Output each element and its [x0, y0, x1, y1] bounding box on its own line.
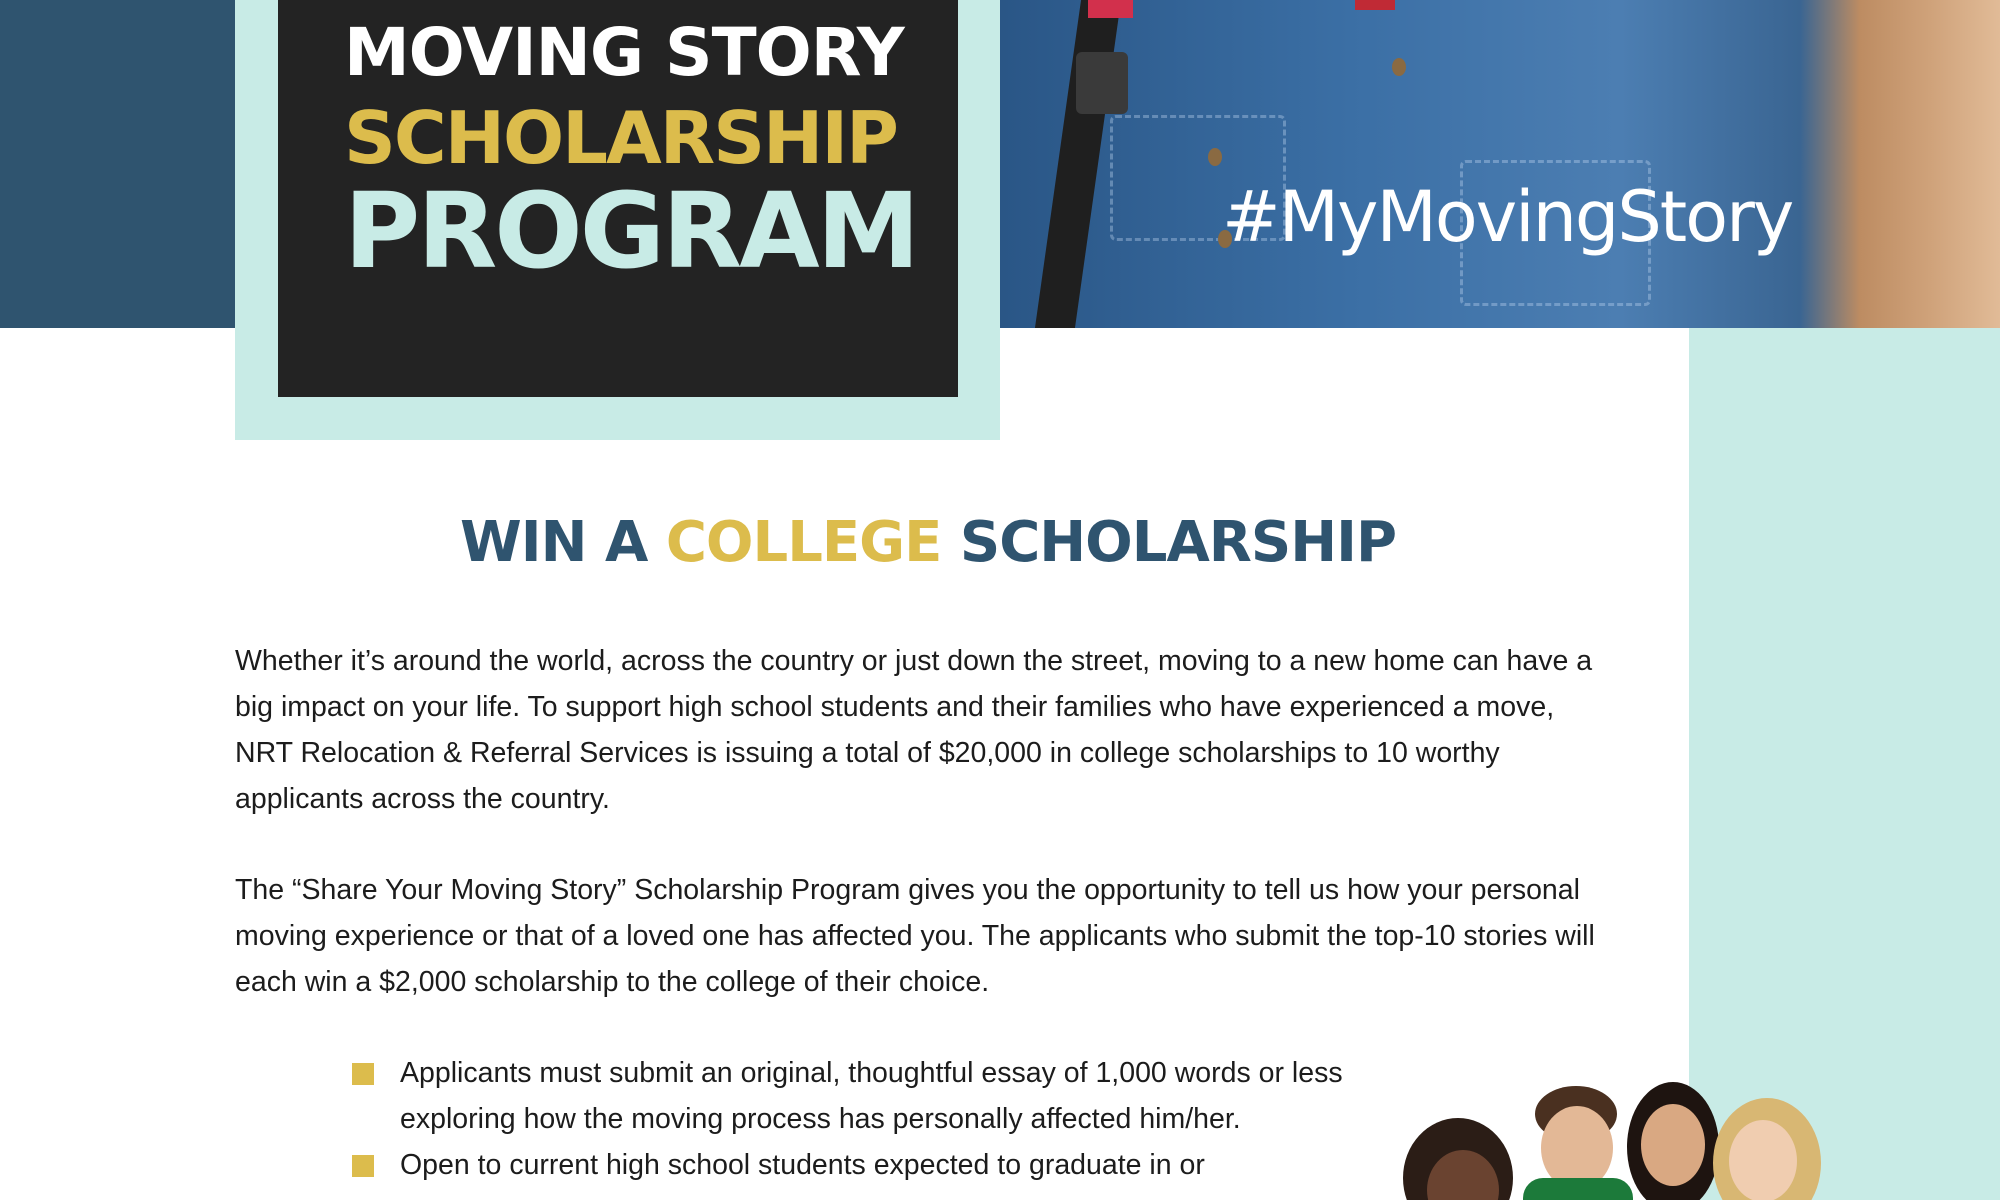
- navy-accent-block: [0, 0, 240, 328]
- headline-part-college: COLLEGE: [665, 510, 942, 575]
- title-box: [278, 0, 958, 397]
- bullet-square-icon: [352, 1155, 374, 1177]
- program-paragraph: The “Share Your Moving Story” Scholarship Program gives you the opportunity to tell us how your personal moving experience or that of a loved one has affected you. The applicants who submit the top-10 stories will each win a $2,000 scholarship to the college of their choice.: [235, 874, 1595, 998]
- students-group-photo: [1395, 1068, 1835, 1200]
- title-line-program: PROGRAM: [344, 170, 918, 292]
- intro-paragraph: Whether it’s around the world, across the country or just down the street, moving to a new home can have a big impact on your life. To support high school students and their families who have experienced a move, NRT Relocation & Referral Services is issuing a total of $20,000 in college scholarships to 10 worthy applicants across the country.: [235, 645, 1593, 815]
- bullet-text: Applicants must submit an original, thoughtful essay of 1,000 words or less exploring how the moving process has personally affected him/her.: [400, 1057, 1343, 1135]
- title-line-scholarship: SCHOLARSHIP: [344, 96, 897, 180]
- headline-part-win-a: WIN A: [460, 510, 666, 575]
- backpack-strap-red: [1088, 0, 1133, 18]
- shirt-button: [1392, 58, 1406, 76]
- student-face: [1729, 1120, 1797, 1200]
- requirements-list: [352, 1050, 1412, 1188]
- headline-part-scholarship: SCHOLARSHIP: [941, 510, 1396, 575]
- student-face: [1641, 1104, 1705, 1186]
- title-line-moving-story: MOVING STORY: [344, 14, 904, 91]
- backpack-buckle: [1076, 52, 1128, 114]
- bullet-square-icon: [352, 1063, 374, 1085]
- student-green-shirt: [1523, 1178, 1633, 1200]
- red-shirt-collar: [1355, 0, 1395, 10]
- bullet-text: Open to current high school students expected to graduate in or: [400, 1149, 1205, 1181]
- student-denim-photo: [1000, 0, 2000, 328]
- list-item: [352, 1142, 1412, 1188]
- shirt-button: [1208, 148, 1222, 166]
- hashtag-text: #MyMovingStory: [1222, 176, 1793, 258]
- headline: [460, 510, 1396, 575]
- list-item: [352, 1050, 1412, 1142]
- backpack-strap: [1035, 0, 1121, 328]
